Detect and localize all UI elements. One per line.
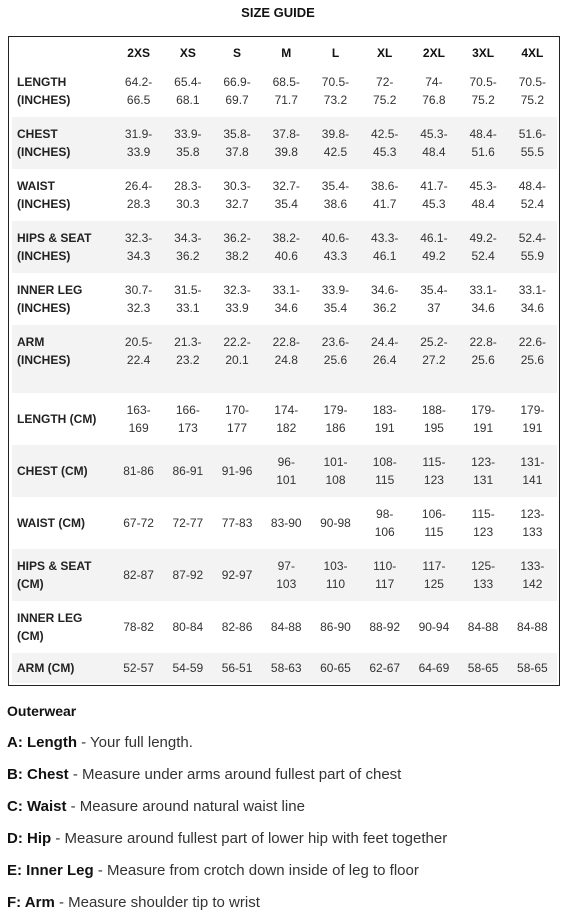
size-value: 52.4- 55.9	[508, 221, 557, 273]
table-row	[12, 325, 557, 377]
size-value: 22.8- 24.8	[262, 325, 311, 377]
size-value: 179- 191	[520, 403, 545, 435]
table-row	[12, 653, 557, 683]
row-label: ARM (CM)	[12, 653, 114, 683]
size-value: 74- 76.8	[422, 75, 446, 107]
size-value: 97- 103	[262, 549, 311, 601]
size-value: 83-90	[270, 516, 302, 530]
size-value: 115- 123	[409, 445, 458, 497]
size-value: 88-92	[369, 620, 401, 634]
size-value: 117- 125	[409, 549, 458, 601]
size-value: 34.3- 36.2	[163, 221, 212, 273]
size-value: 33.1- 34.6	[518, 283, 547, 315]
size-value: 133- 142	[508, 549, 557, 601]
size-table-container	[8, 36, 560, 686]
size-value: 82-86	[221, 620, 253, 634]
size-value: 68.5- 71.7	[272, 75, 300, 107]
size-value: 72- 75.2	[373, 75, 397, 107]
size-header: 2XS	[127, 46, 150, 60]
size-value: 86-91	[163, 445, 212, 497]
size-value: 188- 195	[421, 403, 446, 435]
row-label: HIPS & SEAT (INCHES)	[12, 221, 114, 273]
measurement-note: E: Inner Leg - Measure from crotch down inside of leg to floor	[7, 862, 419, 879]
table-row	[12, 273, 557, 325]
size-value: 110- 117	[360, 549, 409, 601]
table-row	[12, 117, 557, 169]
size-value: 52-57	[114, 653, 163, 683]
size-value: 22.6- 25.6	[508, 325, 557, 377]
size-value: 30.3- 32.7	[223, 179, 251, 211]
row-label: CHEST (CM)	[12, 445, 114, 497]
size-value: 40.6- 43.3	[311, 221, 360, 273]
size-value: 26.4- 28.3	[124, 179, 153, 211]
size-value: 70.5- 73.2	[321, 75, 350, 107]
size-header: L	[331, 46, 340, 60]
size-value: 123- 131	[459, 445, 508, 497]
size-value: 78-82	[123, 620, 154, 634]
size-value: 33.9- 35.8	[163, 117, 212, 169]
size-value: 35.8- 37.8	[212, 117, 261, 169]
header-corner	[12, 41, 114, 65]
size-value: 46.1- 49.2	[409, 221, 458, 273]
size-value: 31.5- 33.1	[174, 283, 202, 315]
measurement-note: D: Hip - Measure around fullest part of lower hip with feet together	[7, 830, 448, 847]
size-value: 43.3- 46.1	[360, 221, 409, 273]
size-value: 51.6- 55.5	[508, 117, 557, 169]
size-value: 24.4- 26.4	[360, 325, 409, 377]
size-value: 70.5- 75.2	[518, 75, 547, 107]
size-value: 30.7- 32.3	[124, 283, 153, 315]
table-row	[12, 65, 557, 117]
size-header-row	[12, 41, 557, 65]
size-value: 35.4- 37	[420, 283, 448, 315]
size-value: 98- 106	[374, 507, 395, 539]
size-value: 60-65	[311, 653, 360, 683]
size-value: 32.7- 35.4	[272, 179, 300, 211]
size-value: 125- 133	[459, 549, 508, 601]
size-value: 123- 133	[520, 507, 545, 539]
size-value: 58-65	[508, 653, 557, 683]
size-value: 33.9- 35.4	[321, 283, 350, 315]
row-label: HIPS & SEAT (CM)	[12, 549, 114, 601]
row-label: INNER LEG (CM)	[17, 611, 83, 643]
size-value: 48.4- 51.6	[459, 117, 508, 169]
size-value: 84-88	[270, 620, 302, 634]
size-value: 39.8- 42.5	[311, 117, 360, 169]
size-value: 80-84	[172, 620, 204, 634]
measurement-note: F: Arm - Measure shoulder tip to wrist	[7, 894, 260, 911]
measurement-notes	[7, 700, 563, 921]
size-value: 103- 110	[311, 549, 360, 601]
size-value: 101- 108	[311, 445, 360, 497]
size-value: 66.9- 69.7	[223, 75, 251, 107]
size-value: 32.3- 33.9	[223, 283, 251, 315]
size-value: 87-92	[163, 549, 212, 601]
size-value: 179- 191	[471, 403, 496, 435]
size-value: 81-86	[114, 445, 163, 497]
size-value: 77-83	[221, 516, 253, 530]
row-label: LENGTH (INCHES)	[17, 75, 71, 107]
size-value: 45.3- 48.4	[409, 117, 458, 169]
size-value: 37.8- 39.8	[262, 117, 311, 169]
table-row	[12, 169, 557, 221]
size-header: XL	[377, 46, 393, 60]
size-value: 31.9- 33.9	[114, 117, 163, 169]
size-value: 96- 101	[262, 445, 311, 497]
size-value: 34.6- 36.2	[371, 283, 399, 315]
notes-heading: Outerwear	[7, 703, 77, 719]
size-header: XS	[179, 46, 196, 60]
size-value: 86-90	[320, 620, 351, 634]
size-value: 92-97	[212, 549, 261, 601]
table-row	[12, 601, 557, 653]
row-label: CHEST (INCHES)	[12, 117, 114, 169]
size-value: 41.7- 45.3	[420, 179, 448, 211]
size-value: 131- 141	[508, 445, 557, 497]
size-value: 58-63	[262, 653, 311, 683]
size-value: 64.2- 66.5	[124, 75, 153, 107]
size-value: 62-67	[360, 653, 409, 683]
size-value: 84-88	[467, 620, 499, 634]
size-value: 72-77	[172, 516, 204, 530]
measurement-note: C: Waist - Measure around natural waist line	[7, 798, 305, 815]
row-label: LENGTH (CM)	[17, 412, 97, 426]
table-row	[12, 393, 557, 445]
section-gap	[12, 377, 557, 393]
size-header: 3XL	[472, 46, 495, 60]
size-value: 22.2- 20.1	[212, 325, 261, 377]
size-value: 65.4- 68.1	[174, 75, 202, 107]
size-value: 25.2- 27.2	[409, 325, 458, 377]
size-value: 70.5- 75.2	[469, 75, 497, 107]
row-label: WAIST (CM)	[17, 516, 85, 530]
table-row	[12, 497, 557, 549]
size-value: 20.5- 22.4	[114, 325, 163, 377]
size-value: 23.6- 25.6	[311, 325, 360, 377]
size-value: 33.1- 34.6	[469, 283, 497, 315]
size-value: 183- 191	[372, 403, 397, 435]
size-value: 36.2- 38.2	[212, 221, 261, 273]
size-value: 49.2- 52.4	[459, 221, 508, 273]
table-row	[12, 549, 557, 601]
row-label: ARM (INCHES)	[12, 325, 114, 377]
size-value: 82-87	[114, 549, 163, 601]
size-value: 38.2- 40.6	[262, 221, 311, 273]
size-value: 42.5- 45.3	[360, 117, 409, 169]
size-table	[12, 41, 557, 683]
table-row	[12, 445, 557, 497]
size-header: M	[281, 46, 292, 60]
size-value: 115- 123	[471, 507, 495, 539]
size-value: 166- 173	[175, 403, 200, 435]
size-value: 91-96	[212, 445, 261, 497]
notes-list	[7, 732, 563, 921]
size-value: 56-51	[212, 653, 261, 683]
row-label: INNER LEG (INCHES)	[17, 283, 83, 315]
size-value: 67-72	[123, 516, 154, 530]
size-value: 106- 115	[421, 507, 446, 539]
row-label: WAIST (INCHES)	[17, 179, 71, 211]
size-value: 179- 186	[323, 403, 348, 435]
size-value: 84-88	[517, 620, 548, 634]
size-value: 22.8- 25.6	[459, 325, 508, 377]
size-value: 90-98	[320, 516, 351, 530]
size-header: 4XL	[521, 46, 544, 60]
size-value: 174- 182	[274, 403, 299, 435]
size-value: 108- 115	[360, 445, 409, 497]
size-value: 90-94	[418, 620, 450, 634]
size-value: 48.4- 52.4	[518, 179, 547, 211]
size-table-body	[12, 65, 557, 683]
size-value: 45.3- 48.4	[469, 179, 497, 211]
size-value: 33.1- 34.6	[272, 283, 300, 315]
size-value: 38.6- 41.7	[371, 179, 399, 211]
table-row	[12, 221, 557, 273]
size-value: 170- 177	[225, 403, 250, 435]
size-header: S	[233, 46, 242, 60]
size-value: 21.3- 23.2	[163, 325, 212, 377]
size-value: 54-59	[163, 653, 212, 683]
measurement-note: B: Chest - Measure under arms around fullest part of chest	[7, 766, 402, 783]
size-value: 32.3- 34.3	[114, 221, 163, 273]
size-value: 28.3- 30.3	[174, 179, 202, 211]
size-value: 64-69	[409, 653, 458, 683]
page-title: SIZE GUIDE	[241, 5, 315, 20]
size-value: 58-65	[459, 653, 508, 683]
size-value: 35.4- 38.6	[321, 179, 350, 211]
size-header: 2XL	[422, 46, 445, 60]
measurement-note: A: Length - Your full length.	[7, 734, 193, 751]
size-value: 163- 169	[126, 403, 151, 435]
